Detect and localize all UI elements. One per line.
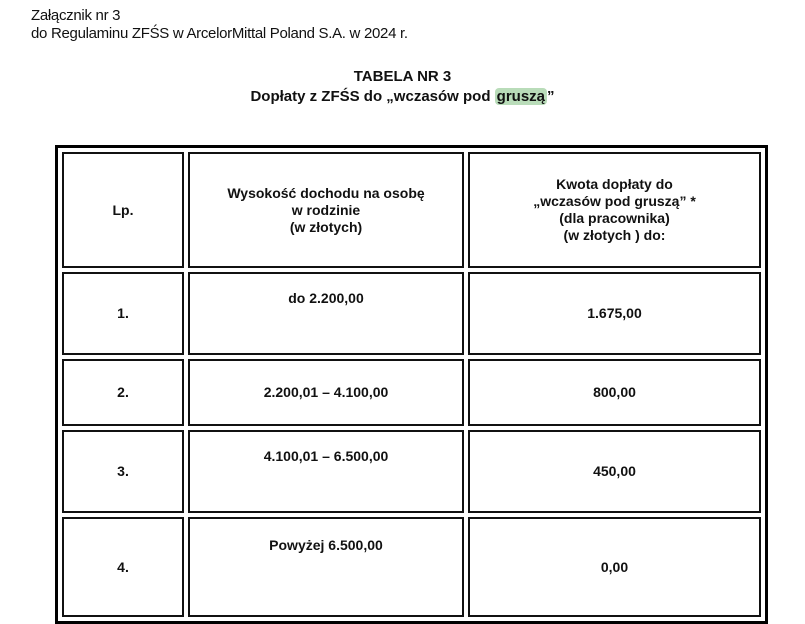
header-amount — [468, 152, 761, 268]
cell-lp: 1. — [62, 272, 184, 355]
subsidy-table — [55, 145, 768, 624]
header-text: „wczasów pod gruszą” * — [533, 193, 696, 209]
table-title — [0, 67, 805, 107]
regulation-reference: do Regulaminu ZFŚS w ArcelorMittal Poland S.A. w 2024 r. — [31, 25, 408, 42]
cell-income: Powyżej 6.500,00 — [188, 517, 464, 617]
subtitle-quote: ” — [547, 88, 555, 105]
table-row — [62, 359, 761, 426]
header-income — [188, 152, 464, 268]
table-number: TABELA NR 3 — [353, 68, 452, 85]
header-text: (w złotych) — [289, 218, 363, 235]
cell-income: 4.100,01 – 6.500,00 — [188, 430, 464, 513]
cell-income: 2.200,01 – 4.100,00 — [188, 359, 464, 426]
highlighted-word: gruszą — [496, 88, 546, 105]
cell-lp: 3. — [62, 430, 184, 513]
document-header — [31, 7, 408, 43]
header-text: Wysokość dochodu na osobę — [227, 184, 425, 201]
header-lp — [62, 152, 184, 268]
cell-amount: 0,00 — [468, 517, 761, 617]
header-text: Kwota dopłaty do — [556, 176, 673, 192]
cell-amount: 800,00 — [468, 359, 761, 426]
cell-amount: 1.675,00 — [468, 272, 761, 355]
table-row — [62, 517, 761, 617]
cell-lp: 4. — [62, 517, 184, 617]
attachment-label: Załącznik nr 3 — [31, 7, 121, 24]
table-header-row — [62, 152, 761, 268]
header-text: w rodzinie — [291, 201, 361, 218]
header-text: (dla pracownika) — [559, 210, 670, 226]
table-row — [62, 272, 761, 355]
table-row — [62, 430, 761, 513]
cell-income: do 2.200,00 — [188, 272, 464, 355]
subtitle-text: Dopłaty z ZFŚS do „wczasów pod — [250, 88, 495, 105]
header-text: Lp. — [112, 201, 134, 218]
table-subtitle — [0, 87, 805, 107]
cell-lp: 2. — [62, 359, 184, 426]
header-text: (w złotych ) do: — [563, 227, 666, 243]
cell-amount: 450,00 — [468, 430, 761, 513]
